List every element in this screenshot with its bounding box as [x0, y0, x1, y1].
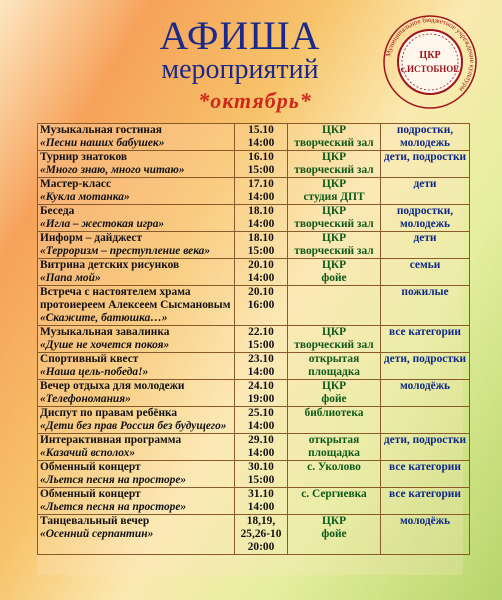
event-cell — [38, 326, 235, 353]
datetime-cell — [235, 326, 288, 353]
datetime-cell — [235, 151, 288, 178]
datetime-cell — [235, 434, 288, 461]
datetime-cell — [235, 488, 288, 515]
logo-top-text: ЦКР — [419, 50, 441, 61]
table-row — [38, 326, 470, 353]
event-date: 18,19, 25,26-10 — [240, 515, 282, 540]
place-cell — [288, 461, 381, 488]
event-date: 31.10 — [248, 488, 274, 500]
event-description: «Льется песня на просторе» — [40, 474, 187, 486]
event-time: 19:00 — [247, 393, 275, 405]
event-description: «Игла – жестокая игра» — [40, 218, 165, 230]
table-row — [38, 488, 470, 515]
event-title: Встреча с настоятелем храма протоиереем Алексеем Сысмановым — [40, 286, 231, 311]
datetime-cell — [235, 461, 288, 488]
event-audience: семьи — [409, 259, 441, 271]
event-cell — [38, 488, 235, 515]
table-row — [38, 259, 470, 286]
event-audience: подростки, молодежь — [396, 205, 454, 230]
event-description: «Кукла мотанка» — [40, 191, 130, 203]
event-audience: пожилые — [401, 286, 449, 298]
audience-cell — [381, 380, 470, 407]
table-row — [38, 434, 470, 461]
event-time: 14:00 — [247, 137, 275, 149]
event-description: «Песни наших бабушек» — [40, 137, 165, 149]
table-row — [38, 286, 470, 326]
event-cell — [38, 259, 235, 286]
svg-text:Муниципальное бюджетное учрежд: Муниципальное бюджетное учреждение культуры — [384, 15, 477, 94]
event-date: 30.10 — [248, 461, 274, 473]
event-description: «Наша цель-победа!» — [40, 366, 149, 378]
table-row — [38, 461, 470, 488]
event-place-detail: студия ДПТ — [303, 191, 365, 203]
table-row — [38, 407, 470, 434]
event-place-detail: творческий зал — [294, 137, 374, 149]
event-audience: все категории — [389, 326, 461, 338]
event-audience: дети, подростки — [383, 434, 467, 446]
event-place: ЦКР — [321, 326, 347, 338]
event-place-detail: фойе — [321, 272, 347, 284]
event-description: «Папа мой» — [40, 272, 101, 284]
audience-cell — [381, 407, 470, 434]
event-time: 15:00 — [247, 474, 275, 486]
datetime-cell — [235, 380, 288, 407]
event-cell — [38, 286, 235, 326]
event-time: 15:00 — [247, 245, 275, 257]
header — [0, 0, 502, 120]
place-cell — [288, 326, 381, 353]
table-row — [38, 380, 470, 407]
event-date: 24.10 — [248, 380, 274, 392]
event-description: «Терроризм – преступление века» — [40, 245, 211, 257]
event-cell — [38, 232, 235, 259]
audience-cell — [381, 461, 470, 488]
audience-cell — [381, 259, 470, 286]
events-table — [37, 123, 470, 555]
table-row — [38, 232, 470, 259]
event-description: «Душе не хочется покоя» — [40, 339, 170, 351]
event-time: 14:00 — [247, 447, 275, 459]
table-row — [38, 205, 470, 232]
event-date: 18.10 — [248, 205, 274, 217]
event-date: 17.10 — [248, 178, 274, 190]
event-title: Спортивный квест — [40, 353, 139, 365]
datetime-cell — [235, 205, 288, 232]
event-description: «Осенний серпантин» — [40, 528, 154, 540]
place-cell — [288, 178, 381, 205]
audience-cell — [381, 178, 470, 205]
place-cell — [288, 515, 381, 555]
table-row — [38, 124, 470, 151]
event-place-detail: фойе — [321, 528, 347, 540]
event-audience: все категории — [389, 488, 461, 500]
event-place: ЦКР — [321, 205, 347, 217]
event-title: Танцевальный вечер — [40, 515, 150, 527]
place-cell — [288, 151, 381, 178]
place-cell — [288, 407, 381, 434]
event-date: 16.10 — [248, 151, 274, 163]
table-row — [38, 515, 470, 555]
audience-cell — [381, 353, 470, 380]
event-place: ЦКР — [321, 151, 347, 163]
event-date: 20.10 — [248, 286, 274, 298]
event-place-detail: творческий зал — [294, 164, 374, 176]
event-description: «Казачий всполох» — [40, 447, 136, 459]
place-cell — [288, 286, 381, 326]
audience-cell — [381, 488, 470, 515]
event-title: Мастер-класс — [40, 178, 112, 190]
logo-seal-icon — [382, 14, 478, 110]
event-title: Вечер отдыха для молодежи — [40, 380, 185, 392]
events-table-container — [37, 123, 467, 575]
audience-cell — [381, 205, 470, 232]
event-title: Обменный концерт — [40, 461, 141, 473]
event-date: 25.10 — [248, 407, 274, 419]
event-description: «Льется песня на просторе» — [40, 501, 187, 513]
datetime-cell — [235, 286, 288, 326]
place-cell — [288, 232, 381, 259]
audience-cell — [381, 286, 470, 326]
event-date: 18.10 — [248, 232, 274, 244]
datetime-cell — [235, 515, 288, 555]
event-audience: дети — [413, 178, 437, 190]
event-description: «Телефономания» — [40, 393, 131, 405]
place-cell — [288, 434, 381, 461]
event-time: 15:00 — [247, 339, 275, 351]
event-description: «Скажите, батюшка…» — [40, 312, 168, 324]
event-place: открытая — [308, 434, 360, 446]
event-title: Музыкальная завалинка — [40, 326, 170, 338]
event-time: 14:00 — [247, 366, 275, 378]
event-title: Музыкальная гостиная — [40, 124, 162, 136]
event-cell — [38, 434, 235, 461]
event-place: с. Сергиевка — [301, 488, 367, 500]
event-cell — [38, 515, 235, 555]
event-audience: подростки, молодежь — [396, 124, 454, 149]
event-date: 15.10 — [248, 124, 274, 136]
datetime-cell — [235, 407, 288, 434]
page-title: АФИША — [159, 13, 321, 58]
place-cell — [288, 488, 381, 515]
logo-main-text: с.ИСТОБНОЕ — [400, 64, 460, 74]
event-place-detail: площадка — [308, 366, 360, 378]
event-cell — [38, 407, 235, 434]
event-title: Информ – дайджест — [40, 232, 143, 244]
datetime-cell — [235, 232, 288, 259]
event-place: открытая — [308, 353, 360, 365]
event-cell — [38, 178, 235, 205]
audience-cell — [381, 124, 470, 151]
event-audience: молодёжь — [399, 515, 450, 527]
audience-cell — [381, 434, 470, 461]
event-place: ЦКР — [321, 232, 347, 244]
event-audience: все категории — [389, 461, 461, 473]
audience-cell — [381, 232, 470, 259]
event-cell — [38, 124, 235, 151]
event-title: Обменный концерт — [40, 488, 141, 500]
event-title: Диспут по правам ребёнка — [40, 407, 178, 419]
place-cell — [288, 259, 381, 286]
event-time: 14:00 — [247, 272, 275, 284]
event-title: Витрина детских рисунков — [40, 259, 180, 271]
event-title: Интерактивная программа — [40, 434, 182, 446]
audience-cell — [381, 151, 470, 178]
place-cell — [288, 124, 381, 151]
event-description: «Много знаю, много читаю» — [40, 164, 185, 176]
events-table-body — [38, 124, 470, 555]
event-time: 14:00 — [247, 501, 275, 513]
audience-cell — [381, 326, 470, 353]
event-audience: дети, подростки — [383, 353, 467, 365]
event-date: 22.10 — [248, 326, 274, 338]
event-date: 20.10 — [248, 259, 274, 271]
place-cell — [288, 205, 381, 232]
place-cell — [288, 353, 381, 380]
event-time: 16:00 — [247, 299, 275, 311]
event-place-detail: творческий зал — [294, 245, 374, 257]
event-place: ЦКР — [321, 259, 347, 271]
event-place: ЦКР — [321, 178, 347, 190]
event-place: библиотека — [304, 407, 364, 419]
event-date: 23.10 — [248, 353, 274, 365]
page-subtitle: мероприятий — [161, 54, 319, 85]
event-time: 15:00 — [247, 164, 275, 176]
event-description: «Дети без прав Россия без будущего» — [40, 420, 227, 432]
event-place: с. Уколово — [307, 461, 361, 473]
event-place: ЦКР — [321, 380, 347, 392]
month-label: *октябрь* — [198, 88, 312, 113]
event-time: 14:00 — [247, 191, 275, 203]
event-place-detail: площадка — [308, 447, 360, 459]
event-time: 14:00 — [247, 420, 275, 432]
event-audience: дети — [413, 232, 437, 244]
event-place: ЦКР — [321, 124, 347, 136]
event-cell — [38, 380, 235, 407]
table-row — [38, 353, 470, 380]
datetime-cell — [235, 353, 288, 380]
event-cell — [38, 205, 235, 232]
event-date: 29.10 — [248, 434, 274, 446]
event-title: Турнир знатоков — [40, 151, 128, 163]
datetime-cell — [235, 178, 288, 205]
event-time: 20:00 — [247, 541, 275, 553]
event-place-detail: творческий зал — [294, 339, 374, 351]
event-place-detail: фойе — [321, 393, 347, 405]
event-place: ЦКР — [321, 515, 347, 527]
event-place-detail: творческий зал — [294, 218, 374, 230]
datetime-cell — [235, 259, 288, 286]
event-time: 14:00 — [247, 218, 275, 230]
table-row — [38, 178, 470, 205]
event-cell — [38, 461, 235, 488]
event-cell — [38, 151, 235, 178]
datetime-cell — [235, 124, 288, 151]
event-cell — [38, 353, 235, 380]
audience-cell — [381, 515, 470, 555]
event-title: Беседа — [40, 205, 75, 217]
event-audience: дети, подростки — [383, 151, 467, 163]
logo — [382, 14, 478, 110]
event-audience: молодёжь — [399, 380, 450, 392]
table-row — [38, 151, 470, 178]
place-cell — [288, 380, 381, 407]
